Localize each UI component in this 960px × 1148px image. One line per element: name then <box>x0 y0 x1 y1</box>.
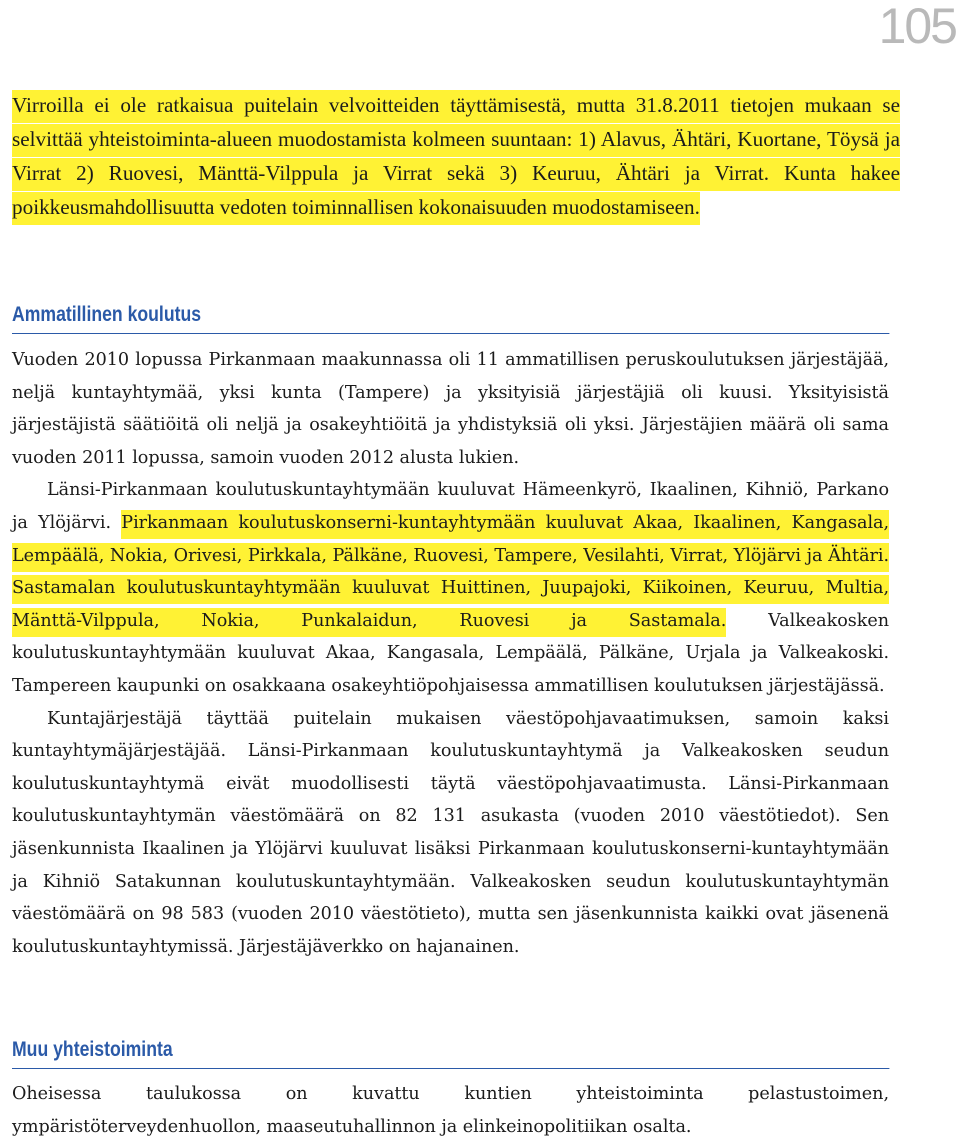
section-heading-muu-yhteistoiminta: Muu yhteistoiminta <box>12 1037 889 1069</box>
highlighted-text: Virroilla ei ole ratkaisua puitelain velvoitteiden täyttämisestä, mutta 31.8.2011 tietojen mukaan se selvittää yhteistoiminta-alueen muodostamista kolmeen suuntaan: 1) Alavus, Ähtäri, Kuortane, Töysä ja Virrat 2) Ruovesi, Mänttä-Vilppula ja Virrat sekä 3) Keuruu, Ähtäri ja Virrat. Kunta hakee poikkeusmahdollisuutta vedoten toiminnallisen kokonaisuuden muodostamiseen. <box>12 90 900 225</box>
paragraph: Kuntajärjestäjä täyttää puitelain mukaisen väestöpohjavaatimuksen, samoin kaksi kuntayhtymäjärjestäjää. Länsi-Pirkanmaan koulutuskuntayhtymä ja Valkeakosken seudun koulutuskuntayhtymä eivät muodollisesti täytä väestöpohjavaatimusta. Länsi-Pirkanmaan koulutuskuntayhtymän väestömäärä on 82 131 asukasta (vuoden 2010 väestötiedot). Sen jäsenkunnista Ikaalinen ja Ylöjärvi kuuluvat lisäksi Pirkanmaan koulutuskonserni-kuntayhtymään ja Kihniö Satakunnan koulutuskuntayhtymään. Valkeakosken seudun koulutuskuntayhtymän väestömäärä on 98 583 (vuoden 2010 väestötieto), mutta sen jäsenkunnista kaikki ovat jäsenenä koulutuskuntayhtymissä. Järjestäjäverkko on hajanainen. <box>12 708 889 957</box>
section-heading-ammatillinen-koulutus: Ammatillinen koulutus <box>12 302 889 334</box>
page-number: 105 <box>878 0 956 54</box>
paragraph <box>12 474 889 702</box>
paragraph: Oheisessa taulukossa on kuvattu kuntien yhteistoiminta pelastustoimen, ympäristöterveydenhuollon, maaseutuhallinnon ja elinkeinopolitiikan osalta. <box>12 1084 889 1137</box>
text-span: Valkeakosken koulutuskuntayhtymään kuuluvat Akaa, Kangasala, Lempäälä, Pälkäne, Urjala ja Valkeakoski. Tampereen kaupunki on osakkaana osakeyhtiöpohjaisessa ammatillisen koulutuksen järjestäjässä. <box>12 610 889 696</box>
section-body-ammatillinen-koulutus <box>12 344 889 963</box>
text-span: Länsi-Pirkanmaan koulutuskuntayhtymään kuuluvat Hämeenkyrö, Ikaalinen, Kihniö, Parkano ja Ylöjärvi. <box>12 480 889 533</box>
highlighted-text: Pirkanmaan koulutuskonserni-kuntayhtymään kuuluvat Akaa, Ikaalinen, Kangasala, Lempäälä, Nokia, Orivesi, Pirkkala, Pälkäne, Ruovesi, Tampere, Vesilahti, Virrat, Ylöjärvi ja Ähtäri. <box>12 510 889 572</box>
section-body-muu-yhteistoiminta <box>12 1078 889 1143</box>
intro-paragraph <box>12 88 900 224</box>
paragraph: Vuoden 2010 lopussa Pirkanmaan maakunnassa oli 11 ammatillisen peruskoulutuksen järjestäjää, neljä kuntayhtymää, yksi kunta (Tampere) ja yksityisiä järjestäjiä oli kuusi. Yksityisistä järjestäjistä säätiöitä oli neljä ja osakeyhtiöitä ja yhdistyksiä oli yksi. Järjestäjien määrä oli sama vuoden 2011 lopussa, samoin vuoden 2012 alusta lukien. <box>12 350 889 468</box>
highlighted-text: Sastamalan koulutuskuntayhtymään kuuluvat Huittinen, Juupajoki, Kiikoinen, Keuruu, Multia, Mänttä-Vilppula, Nokia, Punkalaidun, Ruovesi ja Sastamala. <box>12 575 889 637</box>
